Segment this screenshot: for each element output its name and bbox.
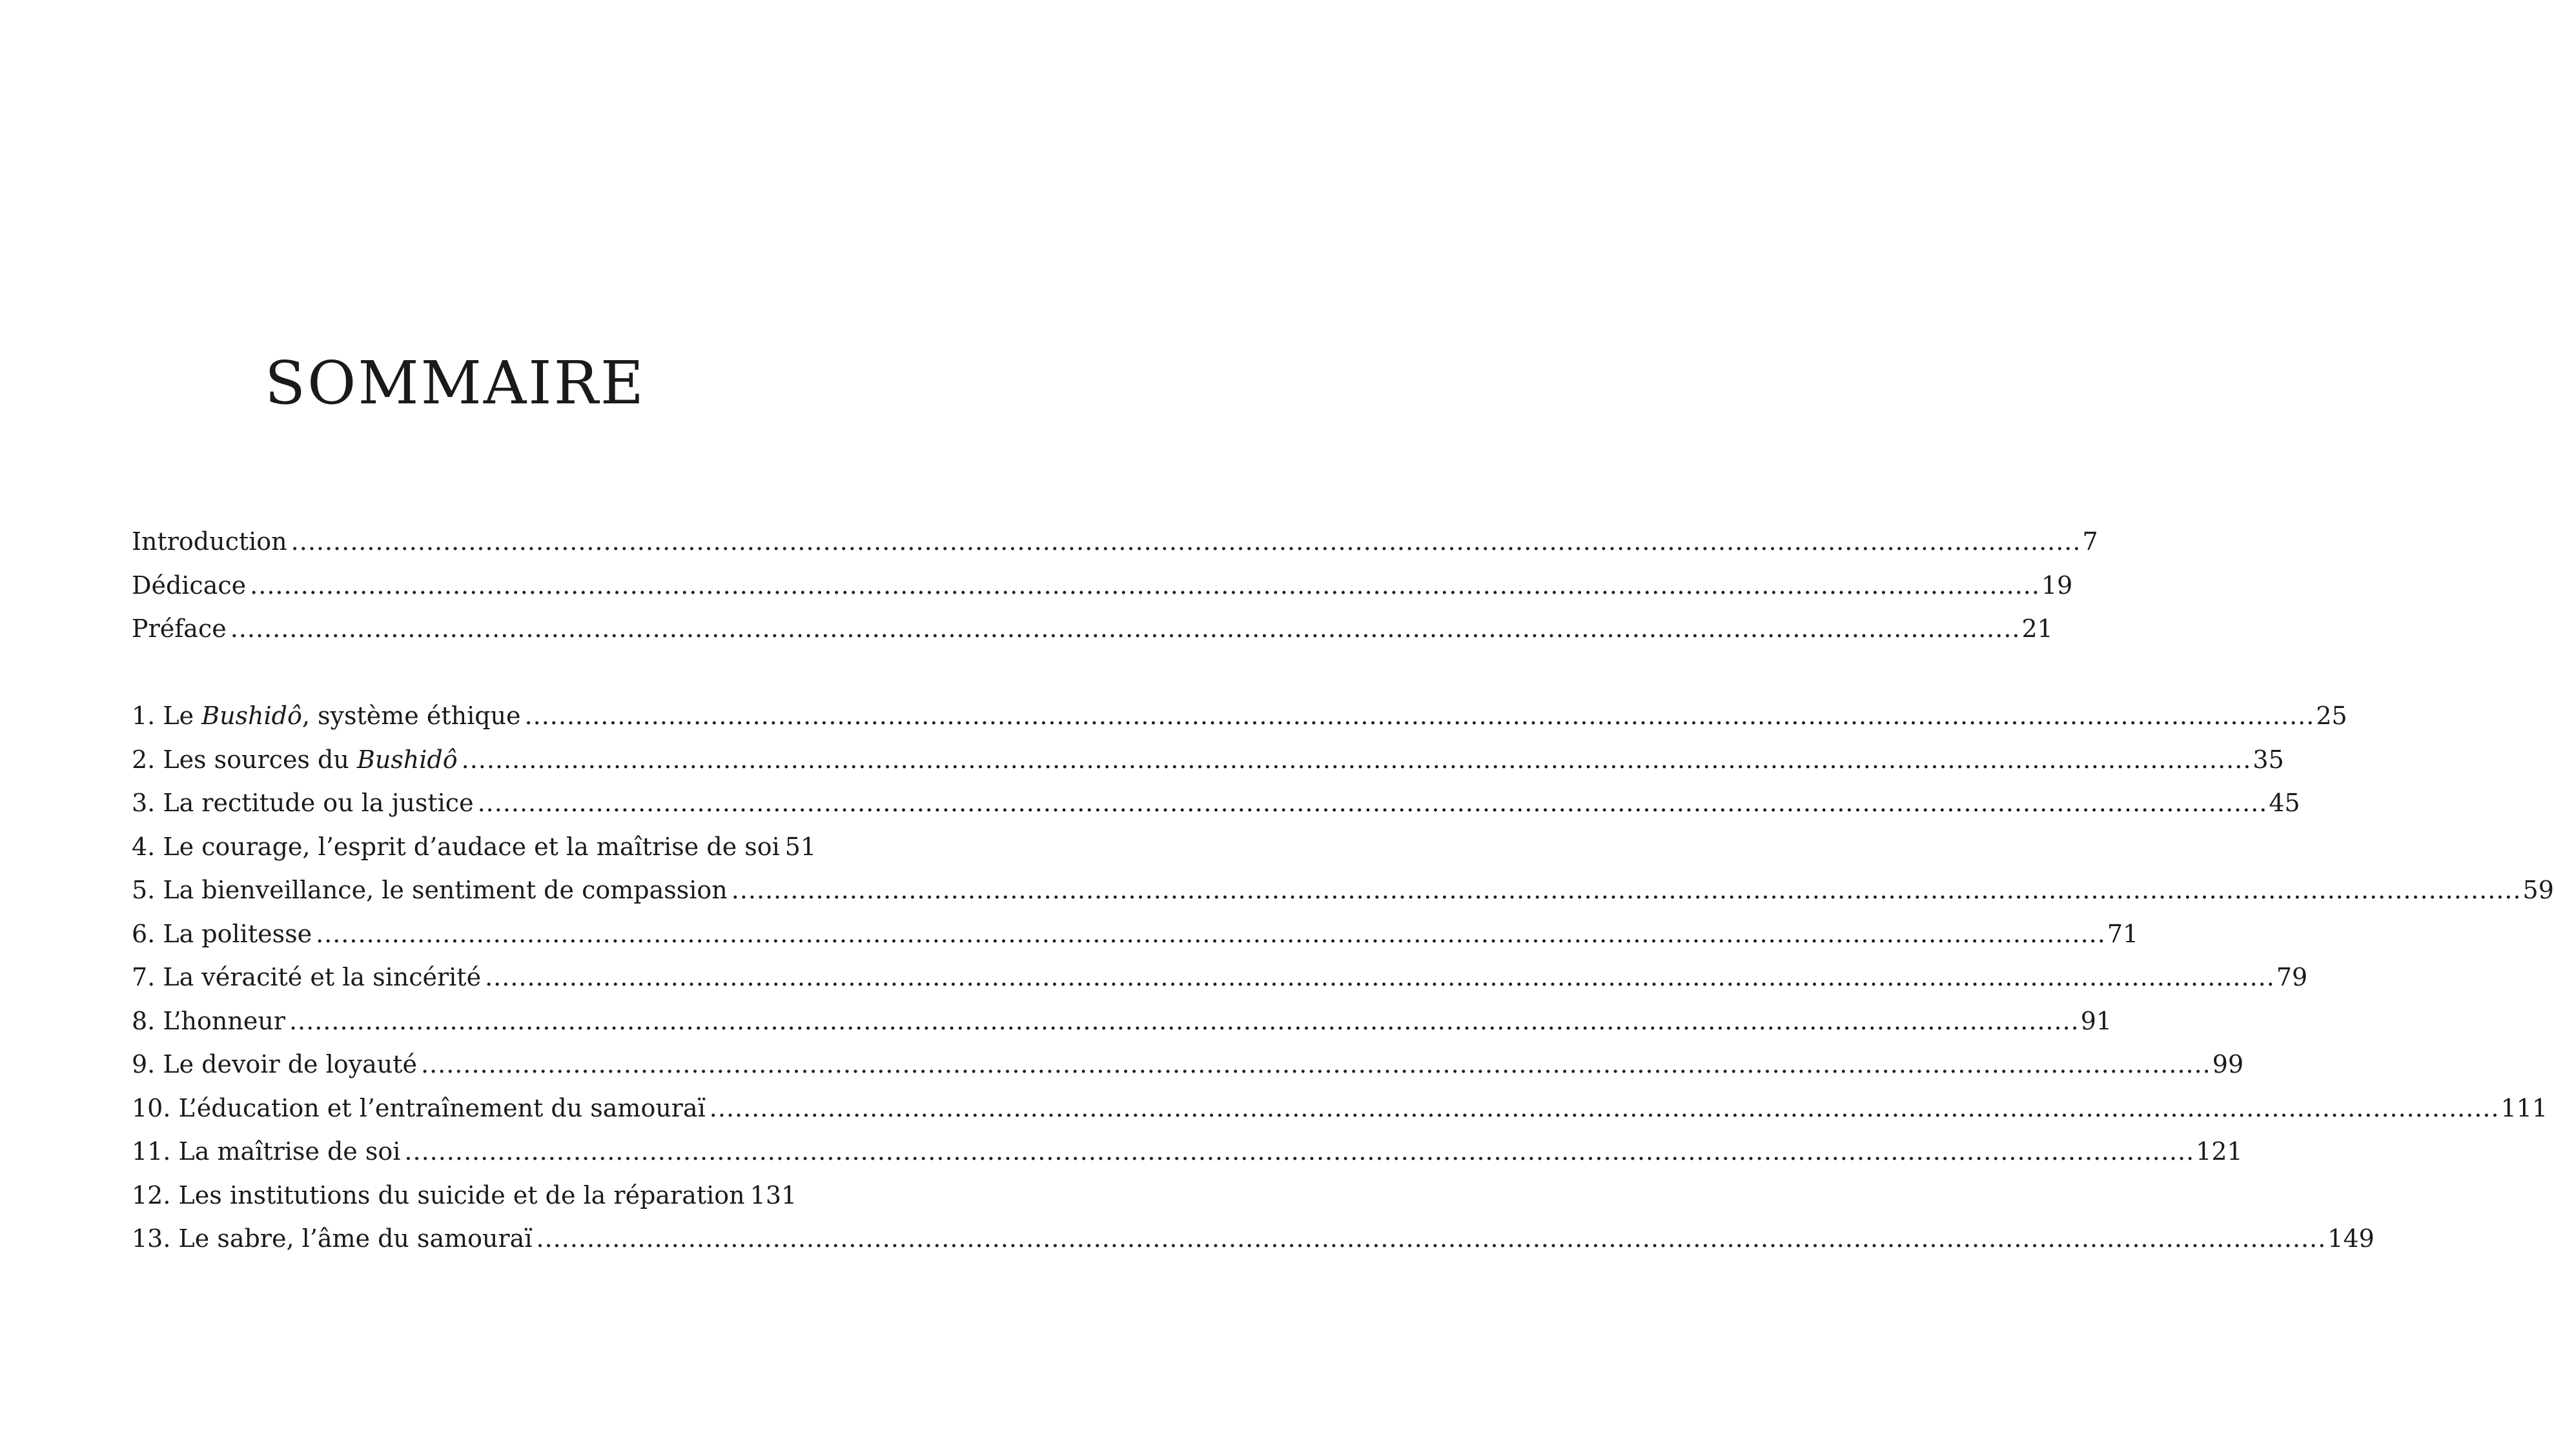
toc-chapter-entry xyxy=(132,1130,2243,1174)
toc-entry-text: 3. La rectitude ou la justice xyxy=(132,789,474,817)
toc-entry xyxy=(132,520,2098,564)
toc-entry-text: 1. Le xyxy=(132,702,202,730)
toc-chapter-entry xyxy=(132,825,817,869)
toc-entry xyxy=(132,607,2053,651)
toc-entry-emphasis: Bushidô xyxy=(356,745,458,774)
toc-entry-label xyxy=(132,1217,533,1261)
toc-chapter-entry xyxy=(132,1087,2548,1131)
toc-entry-label xyxy=(132,607,227,651)
toc-page-number: 79 xyxy=(2276,963,2308,991)
toc-chapter-entry xyxy=(132,913,2139,956)
toc-leader-dots xyxy=(485,956,2275,1000)
toc-chapter-entry xyxy=(132,956,2308,1000)
toc-entry-label xyxy=(132,738,458,782)
toc-entry-label xyxy=(132,694,521,738)
toc-page-number: 111 xyxy=(2500,1093,2548,1122)
toc-chapter-entry xyxy=(132,738,2284,782)
toc-entry-text: 6. La politesse xyxy=(132,919,312,948)
toc-leader-dots xyxy=(404,1130,2194,1174)
toc-chapter-entry xyxy=(132,869,2554,913)
toc-entry-text: 9. Le devoir de loyauté xyxy=(132,1050,417,1078)
toc-page-number: 131 xyxy=(750,1180,797,1209)
toc-entry-text: , système éthique xyxy=(301,702,521,730)
toc-page-number: 21 xyxy=(2021,614,2053,643)
toc-entry-label xyxy=(132,869,728,913)
toc-page-number: 91 xyxy=(2080,1006,2112,1035)
toc-entry-label xyxy=(132,520,287,564)
toc-chapter-entry xyxy=(132,1043,2244,1087)
toc-entry xyxy=(132,564,2073,608)
toc-page-number: 7 xyxy=(2082,527,2098,556)
toc-chapter-entry xyxy=(132,1174,797,1218)
toc-leader-dots xyxy=(478,782,2268,825)
toc-chapter-entry xyxy=(132,1217,2375,1261)
toc-entry-label xyxy=(132,564,246,608)
toc-page-number: 51 xyxy=(784,832,817,861)
toc-page-number: 149 xyxy=(2327,1224,2375,1253)
toc-chapter-entry xyxy=(132,782,2300,825)
toc-entry-text: 8. L’honneur xyxy=(132,1006,285,1035)
toc-front-matter xyxy=(132,520,2098,651)
toc-leader-dots xyxy=(731,869,2522,913)
toc-entry-text: 12. Les institutions du suicide et de la réparation xyxy=(132,1180,745,1209)
toc-entry-label xyxy=(132,825,780,869)
toc-leader-dots xyxy=(536,1217,2327,1261)
toc-entry-text: Préface xyxy=(132,614,227,643)
toc-entry-text: 11. La maîtrise de soi xyxy=(132,1137,401,1166)
toc-entry-text: Dédicace xyxy=(132,571,247,600)
toc-leader-dots xyxy=(421,1043,2211,1087)
toc-leader-dots xyxy=(710,1087,2500,1131)
toc-entry-label xyxy=(132,1130,400,1174)
toc-entry-label xyxy=(132,1087,706,1131)
toc-entry-label xyxy=(132,1043,417,1087)
toc-leader-dots xyxy=(525,694,2315,738)
toc-chapter-entry xyxy=(132,694,2347,738)
toc-page-number: 99 xyxy=(2212,1050,2244,1078)
toc-leader-dots xyxy=(230,607,2021,651)
toc-entry-text: 5. La bienveillance, le sentiment de compassion xyxy=(132,876,728,904)
toc-chapter-entry xyxy=(132,1000,2112,1044)
toc-entry-text: 2. Les sources du xyxy=(132,745,357,774)
toc-entry-label xyxy=(132,1000,285,1044)
toc-entry-text: 13. Le sabre, l’âme du samouraï xyxy=(132,1224,533,1253)
toc-entry-label xyxy=(132,1174,745,1218)
page-title: SOMMAIRE xyxy=(264,349,646,418)
toc-leader-dots xyxy=(316,913,2106,956)
toc-entry-label xyxy=(132,956,481,1000)
toc-leader-dots xyxy=(289,1000,2079,1044)
toc-entry-text: 10. L’éducation et l’entraînement du samouraï xyxy=(132,1093,706,1122)
toc-page-number: 35 xyxy=(2253,745,2284,774)
toc-page-number: 121 xyxy=(2196,1137,2243,1166)
toc-leader-dots xyxy=(291,520,2081,564)
toc-entry-text: Introduction xyxy=(132,527,287,556)
toc-entry-text: 7. La véracité et la sincérité xyxy=(132,963,482,991)
toc-entry-label xyxy=(132,782,474,825)
toc-page-number: 59 xyxy=(2522,876,2554,904)
toc-entry-text: 4. Le courage, l’esprit d’audace et la maîtrise de soi xyxy=(132,832,780,861)
toc-entry-label xyxy=(132,913,312,956)
toc-page-number: 45 xyxy=(2269,789,2300,817)
toc-page-number: 71 xyxy=(2107,919,2139,948)
toc-page-number: 25 xyxy=(2316,702,2347,730)
toc-chapters xyxy=(132,694,2554,1261)
toc-leader-dots xyxy=(462,738,2252,782)
toc-page-number: 19 xyxy=(2041,571,2073,600)
toc-entry-emphasis: Bushidô xyxy=(201,702,302,730)
toc-leader-dots xyxy=(250,564,2040,608)
